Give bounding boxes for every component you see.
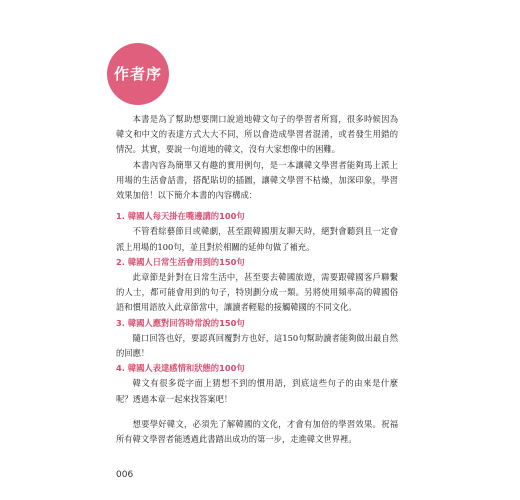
list-item bbox=[116, 255, 398, 316]
list-item bbox=[116, 209, 398, 255]
section-body-3: 隨口回答也好，要認真回覆對方也好，這150句幫助讀者能夠做出最自然的回應！ bbox=[116, 332, 398, 359]
section-heading-1: 1. 韓國人每天掛在嘴邊講的100句 bbox=[116, 211, 245, 222]
page-number: 006 bbox=[116, 470, 134, 480]
list-item bbox=[116, 316, 398, 362]
section-body-4: 韓文有很多從字面上猜想不到的慣用語，到底這些句子的由來是什麼呢？透過本章一起來找答案吧！ bbox=[116, 378, 398, 404]
section-body-2: 此章節是針對在日常生活中，甚至要去韓國旅遊，需要跟韓國客戶聯繫的人士，都可能會用到的句子，特別劃分成一類。另將使用頻率高的韓國俗語和慣用語放入此章節當中，讓讀者輕鬆的接觸韓國的不同文化。 bbox=[116, 272, 398, 313]
closing-paragraph: 想要學好韓文，必須先了解韓國的文化，才會有加倍的學習效果。祝福所有韓文學習者能透過此書踏出成功的第一步，走進韓文世界裡。 bbox=[116, 418, 398, 445]
page-content bbox=[116, 112, 398, 447]
intro-paragraph-2: 本書內容為簡單又有趣的實用例句，是一本讓韓文學習者能夠馬上派上用場的生活會話書，搭配貼切的插圖，讓韓文學習不枯燥，加深印象，學習效果加倍！以下簡介本書的內容構成： bbox=[116, 159, 398, 201]
list-item bbox=[116, 361, 398, 407]
contents-list bbox=[116, 209, 398, 407]
section-heading-2: 2. 韓國人日常生活會用到的150句 bbox=[116, 256, 245, 267]
section-heading-4: 4. 韓國人表達感情和狀態的100句 bbox=[116, 363, 245, 374]
section-body-1: 不管看綜藝節目或韓劇，甚至跟韓國朋友聊天時，絕對會聽到且一定會派上用場的100句，並且對於相關的延伸句做了補充。 bbox=[116, 226, 398, 252]
section-heading-3: 3. 韓國人應對回答時常說的150句 bbox=[116, 317, 245, 328]
section-title-badge: 作者序 bbox=[107, 43, 169, 105]
intro-paragraph-1: 本書是為了幫助想要開口說道地韓文句子的學習者所寫，很多時候因為韓文和中文的表達方式大大不同，所以會造成學習者混淆，或者發生用錯的情況。其實，要說一句道地的韓文，沒有大家想像中的困難。 bbox=[116, 114, 398, 155]
